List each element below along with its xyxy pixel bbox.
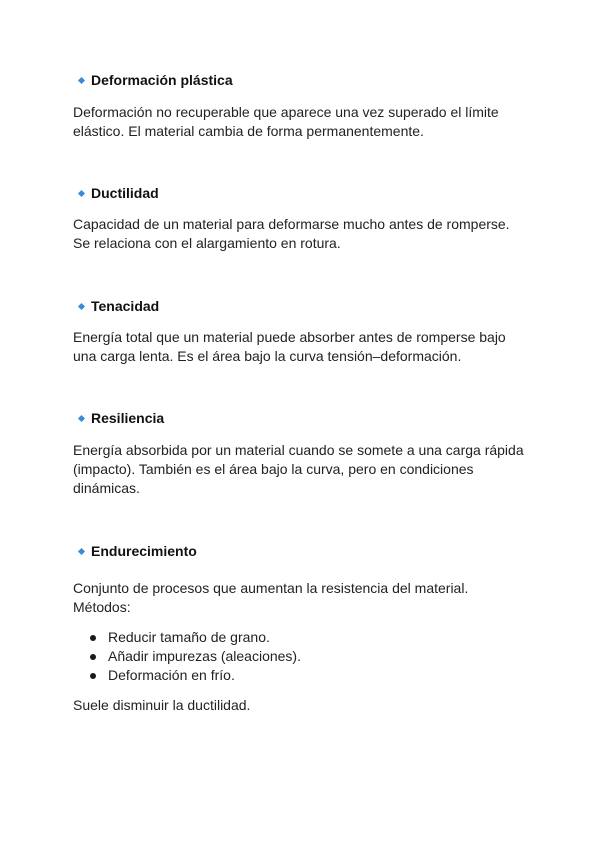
section-heading-ductilidad xyxy=(78,185,159,201)
section-footer xyxy=(73,696,543,715)
body-line: Métodos: xyxy=(73,599,131,615)
section-title: Tenacidad xyxy=(91,298,160,314)
list-item-text: Añadir impurezas (aleaciones). xyxy=(108,648,301,664)
section-title: Resiliencia xyxy=(91,410,165,426)
list-item xyxy=(90,647,301,666)
body-line: Deformación no recuperable que aparece una vez superado el límite xyxy=(73,104,499,120)
round-bullet-icon xyxy=(90,635,96,641)
body-line: dinámicas. xyxy=(73,480,140,496)
round-bullet-icon xyxy=(90,673,96,679)
section-heading-tenacidad xyxy=(78,298,159,314)
diamond-bullet-icon xyxy=(78,547,85,554)
round-bullet-icon xyxy=(90,654,96,660)
list-item xyxy=(90,666,301,685)
list-item-text: Reducir tamaño de grano. xyxy=(108,629,270,645)
section-heading-deformacion-plastica xyxy=(78,72,233,88)
diamond-bullet-icon xyxy=(78,302,85,309)
section-title: Endurecimiento xyxy=(91,543,197,559)
body-line: una carga lenta. Es el área bajo la curva tensión–deformación. xyxy=(73,348,462,364)
section-body xyxy=(73,579,543,617)
body-line: Energía absorbida por un material cuando se somete a una carga rápida xyxy=(73,442,524,458)
list-item-text: Deformación en frío. xyxy=(108,667,235,683)
section-body xyxy=(73,103,543,141)
footer-line: Suele disminuir la ductilidad. xyxy=(73,697,251,713)
body-line: (impacto). También es el área bajo la curva, pero en condiciones xyxy=(73,461,474,477)
section-title: Ductilidad xyxy=(91,185,159,201)
method-list xyxy=(90,628,301,685)
section-body xyxy=(73,328,543,366)
diamond-bullet-icon xyxy=(78,76,85,83)
diamond-bullet-icon xyxy=(78,189,85,196)
section-body xyxy=(73,215,543,253)
section-heading-endurecimiento xyxy=(78,543,197,559)
body-line: Energía total que un material puede absorber antes de romperse bajo xyxy=(73,329,506,345)
body-line: Se relaciona con el alargamiento en rotura. xyxy=(73,235,341,251)
body-line: elástico. El material cambia de forma permanentemente. xyxy=(73,123,424,139)
section-body xyxy=(73,441,543,498)
section-title: Deformación plástica xyxy=(91,72,233,88)
body-line: Capacidad de un material para deformarse mucho antes de romperse. xyxy=(73,216,510,232)
list-item xyxy=(90,628,301,647)
section-heading-resiliencia xyxy=(78,410,164,426)
diamond-bullet-icon xyxy=(78,414,85,421)
body-line: Conjunto de procesos que aumentan la resistencia del material. xyxy=(73,580,469,596)
